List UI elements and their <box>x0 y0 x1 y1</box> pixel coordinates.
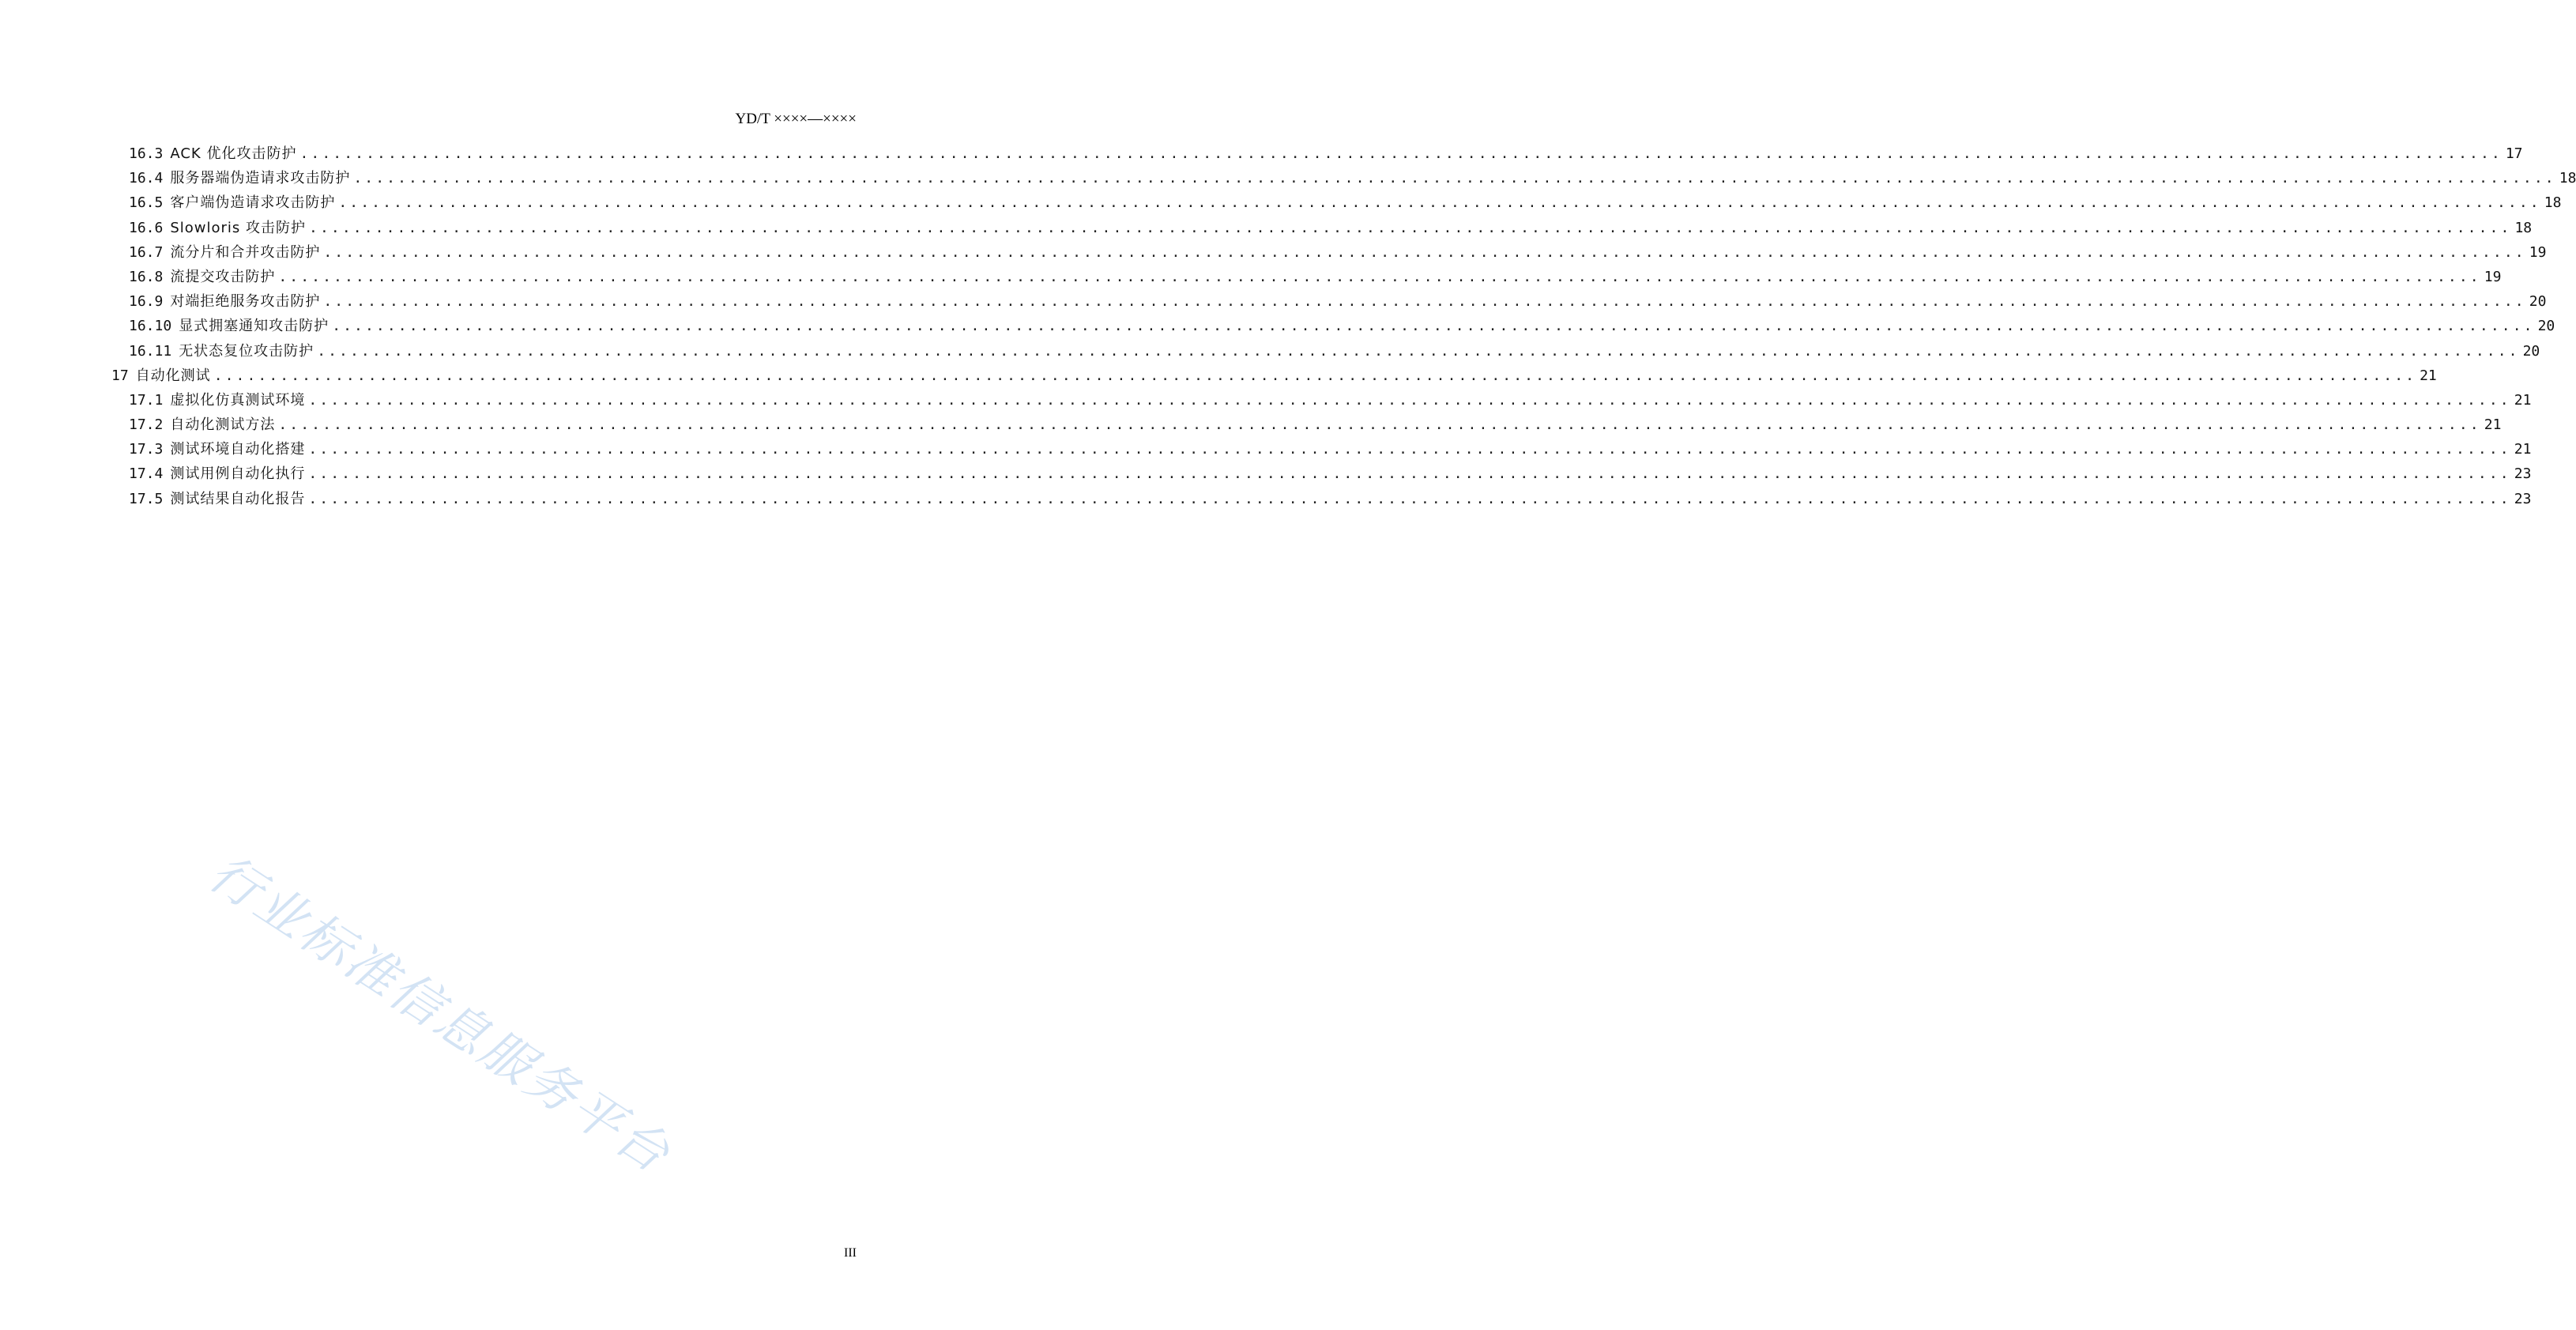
toc-entry-title: 对端拒绝服务攻击防护 <box>170 293 321 311</box>
toc-entry-number: 17.4 <box>129 465 164 483</box>
toc-dot-leader: ........................................................................................................................................................................................................ <box>213 367 2417 384</box>
toc-entry-page: 19 <box>2484 268 2502 285</box>
toc-entry[interactable] <box>111 289 2547 314</box>
toc-entry-page: 18 <box>2514 219 2533 236</box>
toc-entry-title: 服务器端伪造请求攻击防护 <box>170 170 351 187</box>
table-of-contents <box>111 141 2576 511</box>
toc-entry[interactable] <box>111 141 2523 166</box>
toc-entry-page: 18 <box>2544 194 2562 212</box>
toc-dot-leader: ........................................................................................................................................................................................................ <box>309 219 2512 236</box>
toc-dot-leader: ........................................................................................................................................................................................................ <box>278 268 2481 285</box>
toc-entry-number: 16.6 <box>129 219 164 236</box>
toc-entry-title: 测试用例自动化执行 <box>170 465 306 483</box>
toc-dot-leader: ........................................................................................................................................................................................................ <box>308 490 2511 507</box>
toc-entry-number: 17 <box>111 367 129 384</box>
toc-entry-title: ACK 优化攻击防护 <box>170 145 297 162</box>
watermark: 行业标准信息服务平台 <box>198 843 682 1185</box>
toc-entry[interactable] <box>111 240 2547 265</box>
toc-dot-leader: ........................................................................................................................................................................................................ <box>317 342 2520 360</box>
toc-entry[interactable] <box>111 265 2502 289</box>
toc-entry-page: 20 <box>2537 318 2555 335</box>
toc-entry-page: 21 <box>2420 367 2437 384</box>
toc-dot-leader: ........................................................................................................................................................................................................ <box>308 441 2511 458</box>
toc-dot-leader: ........................................................................................................................................................................................................ <box>323 293 2526 311</box>
toc-entry[interactable] <box>111 216 2533 240</box>
toc-entry-page: 23 <box>2514 490 2532 507</box>
toc-entry-number: 16.3 <box>129 145 164 162</box>
toc-dot-leader: ........................................................................................................................................................................................................ <box>353 170 2556 187</box>
toc-entry-number: 17.2 <box>129 416 164 434</box>
toc-entry-number: 16.11 <box>129 342 172 360</box>
toc-entry-number: 16.4 <box>129 170 164 187</box>
toc-entry-page: 21 <box>2514 391 2532 409</box>
toc-entry-number: 17.1 <box>129 391 164 409</box>
toc-entry-number: 17.5 <box>129 490 164 507</box>
toc-entry-title: 自动化测试方法 <box>170 416 276 434</box>
toc-entry[interactable] <box>111 413 2502 437</box>
toc-dot-leader: ........................................................................................................................................................................................................ <box>308 391 2511 409</box>
toc-dot-leader: ........................................................................................................................................................................................................ <box>323 243 2526 261</box>
toc-entry[interactable] <box>111 339 2540 364</box>
toc-entry-page: 19 <box>2529 243 2547 261</box>
toc-entry-title: 虚拟化仿真测试环境 <box>170 391 306 409</box>
toc-entry-title: 显式拥塞通知攻击防护 <box>179 318 330 335</box>
toc-entry-title: 流分片和合并攻击防护 <box>170 243 321 261</box>
toc-entry-title: 自动化测试 <box>135 367 211 384</box>
toc-entry[interactable] <box>111 388 2532 413</box>
toc-entry-page: 18 <box>2559 170 2576 187</box>
toc-entry[interactable] <box>111 487 2532 511</box>
toc-entry[interactable] <box>111 190 2562 215</box>
toc-entry-page: 20 <box>2529 293 2547 311</box>
toc-entry-number: 17.3 <box>129 441 164 458</box>
toc-dot-leader: ........................................................................................................................................................................................................ <box>299 145 2503 162</box>
toc-entry[interactable] <box>111 462 2532 486</box>
toc-entry-number: 16.9 <box>129 293 164 311</box>
toc-dot-leader: ........................................................................................................................................................................................................ <box>278 416 2481 434</box>
toc-entry-title: 流提交攻击防护 <box>170 268 276 285</box>
toc-dot-leader: ........................................................................................................................................................................................................ <box>338 194 2541 212</box>
toc-entry-number: 16.7 <box>129 243 164 261</box>
page-number: III <box>844 1246 857 1260</box>
toc-dot-leader: ........................................................................................................................................................................................................ <box>308 465 2511 483</box>
toc-entry-number: 16.8 <box>129 268 164 285</box>
toc-entry[interactable] <box>111 364 2437 388</box>
toc-entry-page: 23 <box>2514 465 2532 483</box>
document-number-header: YD/T ××××—×××× <box>735 111 857 127</box>
toc-entry-title: 测试结果自动化报告 <box>170 490 306 507</box>
toc-entry[interactable] <box>111 437 2532 462</box>
toc-entry-title: 客户端伪造请求攻击防护 <box>170 194 336 212</box>
toc-entry-title: 无状态复位攻击防护 <box>179 342 314 360</box>
toc-entry[interactable] <box>111 166 2576 190</box>
toc-entry-number: 16.10 <box>129 318 172 335</box>
toc-entry-page: 21 <box>2514 441 2532 458</box>
toc-entry-title: Slowloris 攻击防护 <box>170 219 307 236</box>
toc-entry-title: 测试环境自动化搭建 <box>170 441 306 458</box>
toc-entry-page: 17 <box>2505 145 2523 162</box>
toc-entry[interactable] <box>111 314 2555 338</box>
toc-entry-page: 20 <box>2522 342 2540 360</box>
toc-dot-leader: ........................................................................................................................................................................................................ <box>332 318 2535 335</box>
toc-entry-number: 16.5 <box>129 194 164 212</box>
toc-entry-page: 21 <box>2484 416 2502 434</box>
